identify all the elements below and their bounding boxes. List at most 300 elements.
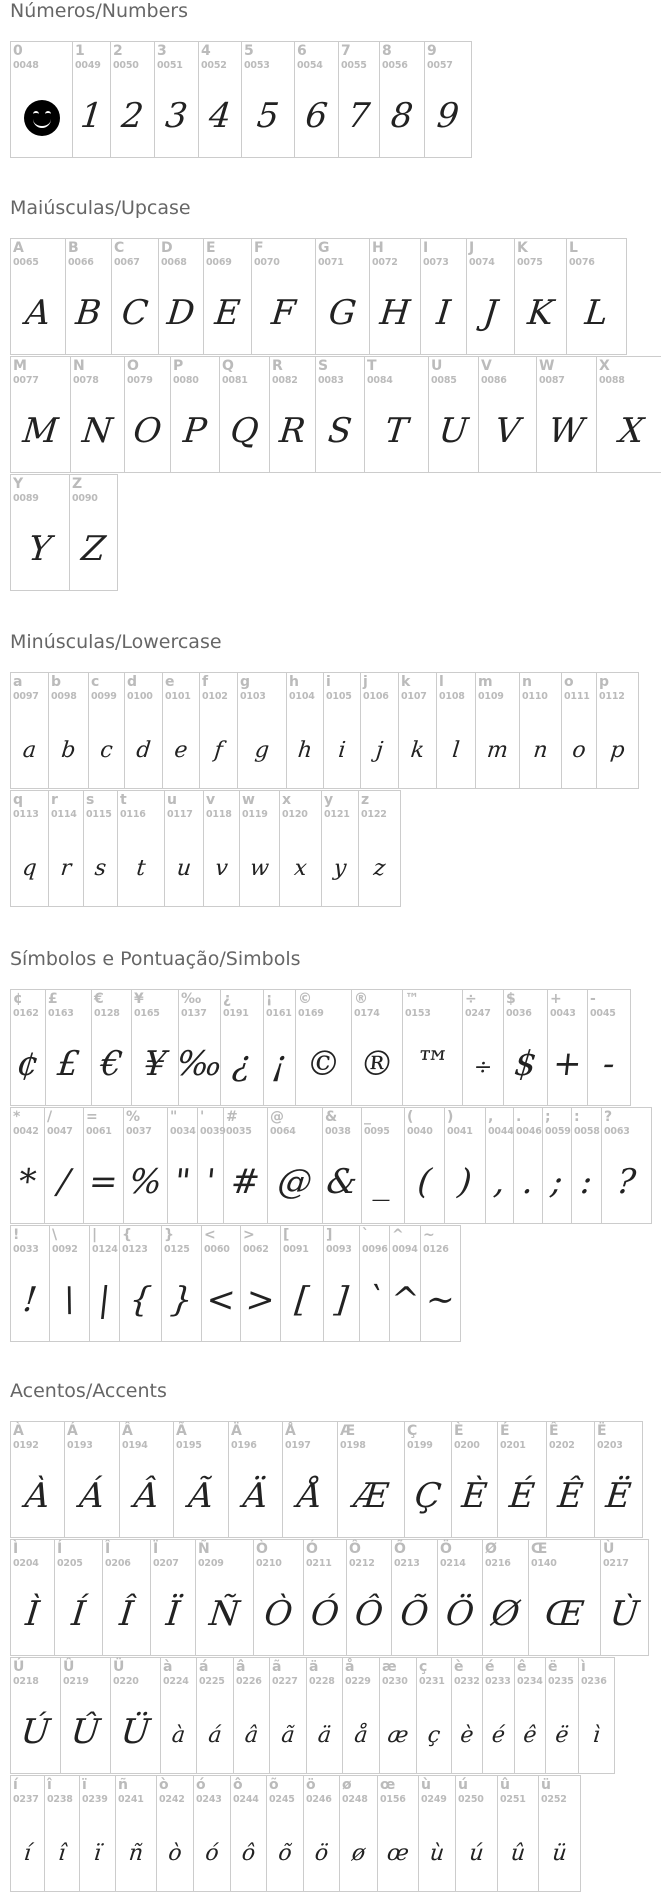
glyph-cell <box>316 239 370 354</box>
glyph-code: 0220 <box>113 1676 139 1687</box>
glyph-cell <box>163 673 200 788</box>
glyph-cell <box>515 1658 546 1773</box>
glyph-label: ) <box>447 1109 454 1125</box>
glyph-label: z <box>361 792 370 808</box>
glyph-sample: R <box>277 410 308 451</box>
glyph-cell <box>197 1658 234 1773</box>
glyph-cell <box>452 1658 483 1773</box>
glyph-label: Ó <box>306 1541 318 1557</box>
glyph-code: 0218 <box>13 1676 39 1687</box>
glyph-sample: b <box>60 737 77 763</box>
glyph-sample: w <box>248 855 271 881</box>
glyph-row <box>10 1225 461 1342</box>
glyph-cell <box>572 1108 602 1223</box>
glyph-label: E <box>206 240 216 256</box>
glyph-code: 0104 <box>289 691 315 702</box>
glyph-cell <box>380 42 425 157</box>
glyph-label: É <box>500 1423 510 1439</box>
glyph-code: 0048 <box>13 60 39 71</box>
glyph-label: Q <box>222 358 234 374</box>
glyph-label: = <box>86 1109 98 1125</box>
glyph-code: 0060 <box>204 1244 230 1255</box>
glyph-sample: Á <box>77 1475 107 1516</box>
glyph-sample: f <box>213 737 224 763</box>
glyph-sample: Z <box>79 528 108 569</box>
glyph-cell <box>90 1226 120 1341</box>
glyph-label: % <box>126 1109 141 1125</box>
glyph-sample: _ <box>372 1161 394 1202</box>
glyph-cell <box>579 1658 615 1773</box>
glyph-sample: c <box>99 737 115 763</box>
glyph-cell <box>84 1108 124 1223</box>
glyph-cell <box>174 1422 229 1537</box>
glyph-label: o <box>564 674 574 690</box>
glyph-cell <box>287 673 324 788</box>
glyph-label: å <box>345 1659 355 1675</box>
glyph-sample: ! <box>21 1279 39 1320</box>
glyph-sample: ò <box>167 1840 183 1866</box>
glyph-cell <box>378 1776 419 1891</box>
glyph-cell <box>438 1540 483 1655</box>
glyph-sample: ñ <box>127 1840 145 1866</box>
glyph-label: Ù <box>603 1541 615 1557</box>
glyph-code: 0038 <box>325 1126 351 1137</box>
glyph-sample: ^ <box>388 1279 422 1320</box>
glyph-sample: " <box>172 1161 193 1202</box>
glyph-cell <box>11 673 49 788</box>
section-title: Minúsculas/Lowercase <box>10 631 222 653</box>
glyph-label: ö <box>306 1777 316 1793</box>
glyph-code: 0117 <box>167 809 193 820</box>
glyph-code: 0233 <box>485 1676 511 1687</box>
glyph-sample: % <box>127 1161 164 1202</box>
glyph-label: b <box>51 674 62 690</box>
glyph-label: u <box>167 792 177 808</box>
glyph-cell <box>417 1658 452 1773</box>
glyph-code: 0088 <box>599 375 625 386</box>
glyph-sample: ä <box>316 1722 333 1748</box>
glyph-code: 0037 <box>126 1126 152 1137</box>
glyph-code: 0210 <box>256 1558 282 1569</box>
glyph-label: Ò <box>256 1541 268 1557</box>
glyph-sample: B <box>73 292 104 333</box>
glyph-sample: ã <box>280 1722 296 1748</box>
glyph-code: 0174 <box>354 1008 380 1019</box>
glyph-label: " <box>170 1109 178 1125</box>
glyph-cell <box>504 990 548 1105</box>
glyph-label: ~ <box>423 1227 435 1243</box>
glyph-cell <box>529 1540 601 1655</box>
glyph-label: ã <box>272 1659 282 1675</box>
glyph-cell <box>268 1108 323 1223</box>
glyph-label: Z <box>72 476 83 492</box>
glyph-cell <box>324 1226 360 1341</box>
glyph-code: 0121 <box>324 809 350 820</box>
glyph-sample: \ <box>61 1279 78 1320</box>
glyph-label: ü <box>541 1777 551 1793</box>
glyph-sample: Ñ <box>207 1593 242 1634</box>
glyph-code: 0165 <box>134 1008 160 1019</box>
glyph-label: h <box>289 674 299 690</box>
glyph-label: Ú <box>13 1659 25 1675</box>
glyph-code: 0226 <box>236 1676 262 1687</box>
glyph-cell <box>11 791 49 906</box>
glyph-code: 0083 <box>318 375 344 386</box>
glyph-sample: â <box>243 1722 260 1748</box>
glyph-label: ê <box>517 1659 527 1675</box>
glyph-code: 0034 <box>170 1126 196 1137</box>
glyph-code: 0118 <box>206 809 232 820</box>
glyph-code: 0086 <box>481 375 507 386</box>
glyph-label: ó <box>196 1777 206 1793</box>
glyph-row <box>10 1657 615 1774</box>
glyph-label: < <box>204 1227 216 1243</box>
glyph-sample: æ <box>386 1722 410 1748</box>
glyph-label: í <box>13 1777 18 1793</box>
glyph-cell <box>403 990 463 1105</box>
glyph-cell <box>11 42 73 157</box>
glyph-label: £ <box>48 991 58 1007</box>
glyph-cell <box>120 1422 174 1537</box>
glyph-label: € <box>94 991 104 1007</box>
glyph-code: 0091 <box>283 1244 309 1255</box>
glyph-label: Ô <box>349 1541 361 1557</box>
glyph-cell <box>112 239 159 354</box>
glyph-cell <box>339 42 380 157</box>
glyph-label: M <box>13 358 27 374</box>
glyph-label: ¥ <box>134 991 144 1007</box>
glyph-code: 0055 <box>341 60 367 71</box>
glyph-code: 0102 <box>202 691 228 702</box>
glyph-code: 0115 <box>86 809 112 820</box>
glyph-row <box>10 1775 581 1892</box>
glyph-sample: ' <box>203 1161 218 1202</box>
glyph-cell <box>515 239 567 354</box>
glyph-code: 0113 <box>13 809 39 820</box>
glyph-sample: Í <box>69 1593 88 1634</box>
glyph-code: 0193 <box>67 1440 93 1451</box>
glyph-cell <box>234 1658 270 1773</box>
glyph-sample: Œ <box>543 1593 586 1634</box>
glyph-code: 0124 <box>92 1244 118 1255</box>
glyph-code: 0219 <box>63 1676 89 1687</box>
glyph-cell <box>456 1776 498 1891</box>
glyph-sample: Ë <box>603 1475 634 1516</box>
glyph-sample: 2 <box>119 95 146 136</box>
glyph-label: ? <box>604 1109 613 1125</box>
glyph-code: 0111 <box>564 691 590 702</box>
glyph-cell <box>124 1108 168 1223</box>
glyph-label: ë <box>548 1659 558 1675</box>
glyph-sample: { <box>127 1279 154 1320</box>
glyph-cell <box>45 1776 80 1891</box>
glyph-code: 0078 <box>73 375 99 386</box>
glyph-code: 0238 <box>47 1794 73 1805</box>
glyph-cell <box>595 1422 643 1537</box>
glyph-cell <box>46 990 92 1105</box>
glyph-label: ô <box>233 1777 243 1793</box>
glyph-label: ¿ <box>223 991 232 1007</box>
glyph-code: 0035 <box>226 1126 252 1137</box>
glyph-cell <box>11 1658 61 1773</box>
glyph-code: 0195 <box>176 1440 202 1451</box>
glyph-sample: ü <box>551 1840 568 1866</box>
glyph-label: é <box>485 1659 495 1675</box>
glyph-cell <box>116 1776 157 1891</box>
glyph-code: 0054 <box>297 60 323 71</box>
glyph-label: / <box>47 1109 53 1125</box>
glyph-code: 0196 <box>231 1440 257 1451</box>
glyph-label: Î <box>105 1541 111 1557</box>
glyph-sample: ë <box>554 1722 570 1748</box>
glyph-sample: œ <box>385 1840 411 1866</box>
glyph-code: 0084 <box>367 375 393 386</box>
glyph-sample: * <box>16 1161 39 1202</box>
glyph-code: 0057 <box>427 60 453 71</box>
glyph-sample: ] <box>332 1279 351 1320</box>
glyph-cell <box>103 1540 151 1655</box>
glyph-label: 4 <box>201 43 211 59</box>
glyph-sample: L <box>583 292 610 333</box>
glyph-cell <box>151 1540 196 1655</box>
glyph-sample: Y <box>26 528 54 569</box>
glyph-label: ™ <box>405 991 419 1007</box>
glyph-cell <box>11 357 71 472</box>
glyph-code: 0163 <box>48 1008 74 1019</box>
glyph-label: ù <box>421 1777 431 1793</box>
glyph-code: 0128 <box>94 1008 120 1019</box>
glyph-sample: a <box>21 737 38 763</box>
glyph-sample: s <box>93 855 108 881</box>
glyph-cell <box>194 1776 231 1891</box>
glyph-code: 0116 <box>120 809 146 820</box>
glyph-cell <box>11 239 66 354</box>
glyph-cell <box>498 1422 547 1537</box>
glyph-label: Ö <box>440 1541 452 1557</box>
glyph-cell <box>241 1226 281 1341</box>
glyph-cell <box>338 1422 405 1537</box>
glyph-code: 0202 <box>549 1440 575 1451</box>
glyph-code: 0062 <box>243 1244 269 1255</box>
glyph-label: U <box>431 358 443 374</box>
glyph-label: w <box>242 792 255 808</box>
glyph-cell <box>452 1422 498 1537</box>
glyph-code: 0161 <box>266 1008 292 1019</box>
glyph-code: 0231 <box>419 1676 445 1687</box>
glyph-row <box>10 1421 643 1538</box>
glyph-sample: 9 <box>435 95 461 136</box>
glyph-sample: , <box>491 1161 508 1202</box>
section-title: Símbolos e Pontuação/Simbols <box>10 948 301 970</box>
glyph-cell <box>11 1226 50 1341</box>
glyph-sample: Õ <box>398 1593 431 1634</box>
glyph-sample: D <box>165 292 197 333</box>
glyph-label: g <box>240 674 251 690</box>
glyph-sample: r <box>59 855 73 881</box>
glyph-label: Å <box>285 1423 296 1439</box>
glyph-sample: t <box>135 855 147 881</box>
glyph-code: 0066 <box>68 257 94 268</box>
glyph-sample: Î <box>117 1593 136 1634</box>
glyph-code: 0213 <box>394 1558 420 1569</box>
glyph-code: 0046 <box>516 1126 542 1137</box>
glyph-label: 0 <box>13 43 23 59</box>
glyph-sample: Ö <box>443 1593 477 1634</box>
glyph-code: 0125 <box>164 1244 190 1255</box>
glyph-code: 0097 <box>13 691 39 702</box>
glyph-cell <box>264 990 296 1105</box>
glyph-label: à <box>163 1659 173 1675</box>
glyph-label: 1 <box>75 43 85 59</box>
glyph-cell <box>11 990 46 1105</box>
glyph-sample: É <box>507 1475 537 1516</box>
glyph-cell <box>280 791 322 906</box>
glyph-sample: © <box>304 1043 343 1084</box>
glyph-sample: ( <box>415 1161 434 1202</box>
glyph-label: œ <box>380 1777 396 1793</box>
glyph-cell <box>204 239 252 354</box>
glyph-sample: X <box>617 410 646 451</box>
glyph-label: $ <box>506 991 516 1007</box>
glyph-cell <box>125 357 171 472</box>
glyph-sample: & <box>324 1161 360 1202</box>
glyph-cell <box>316 357 365 472</box>
glyph-label: , <box>488 1109 494 1125</box>
glyph-label: [ <box>283 1227 290 1243</box>
glyph-row <box>10 1539 649 1656</box>
glyph-code: 0235 <box>548 1676 574 1687</box>
glyph-sample: ; <box>549 1161 565 1202</box>
glyph-sample: 6 <box>303 95 330 136</box>
glyph-label: r <box>51 792 58 808</box>
glyph-cell <box>281 1226 324 1341</box>
glyph-label: ÷ <box>465 991 477 1007</box>
glyph-cell <box>597 673 639 788</box>
glyph-label: ] <box>326 1227 333 1243</box>
glyph-cell <box>162 1226 202 1341</box>
glyph-sample: < <box>204 1279 238 1320</box>
glyph-label: ¢ <box>13 991 23 1007</box>
glyph-sample: Q <box>228 410 261 451</box>
glyph-cell <box>324 673 361 788</box>
glyph-label: Ì <box>13 1541 19 1557</box>
glyph-code: 0090 <box>72 493 98 504</box>
glyph-code: 0094 <box>392 1244 418 1255</box>
glyph-row <box>10 1107 652 1224</box>
glyph-sample: H <box>378 292 412 333</box>
glyph-code: 0234 <box>517 1676 543 1687</box>
glyph-cell <box>70 475 118 590</box>
glyph-code: 0044 <box>488 1126 514 1137</box>
glyph-cell <box>50 1226 90 1341</box>
glyph-code: 0120 <box>282 809 308 820</box>
glyph-cell <box>421 239 467 354</box>
glyph-sample: n <box>532 737 549 763</box>
glyph-sample: ï <box>92 1840 103 1866</box>
glyph-code: 0105 <box>326 691 352 702</box>
glyph-sample: d <box>135 737 152 763</box>
glyph-sample: 3 <box>163 95 190 136</box>
glyph-sample: à <box>170 1722 187 1748</box>
glyph-cell <box>168 1108 198 1223</box>
glyph-label: i <box>326 674 331 690</box>
glyph-sample: Ê <box>555 1475 586 1516</box>
glyph-label: è <box>454 1659 464 1675</box>
glyph-code: 0192 <box>13 1440 39 1451</box>
glyph-code: 0069 <box>206 257 232 268</box>
glyph-cell <box>118 791 165 906</box>
glyph-code: 0162 <box>13 1008 39 1019</box>
glyph-label: È <box>454 1423 464 1439</box>
glyph-label: Ê <box>549 1423 559 1439</box>
glyph-code: 0204 <box>13 1558 39 1569</box>
glyph-cell <box>61 1658 111 1773</box>
glyph-sample: Ü <box>119 1711 152 1752</box>
glyph-code: 0075 <box>517 257 543 268</box>
glyph-sample: $ <box>512 1043 539 1084</box>
glyph-sample: ì <box>591 1722 602 1748</box>
glyph-sample: ® <box>357 1043 397 1084</box>
glyph-label: . <box>516 1109 522 1125</box>
glyph-cell <box>483 1540 529 1655</box>
glyph-code: 0252 <box>541 1794 567 1805</box>
glyph-sample: ¢ <box>15 1043 41 1084</box>
glyph-label: f <box>202 674 209 690</box>
glyph-cell <box>467 239 515 354</box>
glyph-cell <box>252 239 316 354</box>
glyph-sample: Ï <box>164 1593 182 1634</box>
glyph-cell <box>307 1658 343 1773</box>
glyph-sample: - <box>601 1043 617 1084</box>
glyph-code: 0050 <box>113 60 139 71</box>
glyph-label: û <box>500 1777 510 1793</box>
glyph-cell <box>602 1108 652 1223</box>
glyph-sample: e <box>173 737 189 763</box>
glyph-label: ç <box>419 1659 428 1675</box>
glyph-cell <box>520 673 562 788</box>
glyph-sample: û <box>509 1840 527 1866</box>
glyph-label: ú <box>458 1777 468 1793</box>
glyph-label: Œ <box>531 1541 548 1557</box>
glyph-label: © <box>298 991 312 1007</box>
glyph-label: Ç <box>407 1423 418 1439</box>
glyph-sample: x <box>293 855 309 881</box>
glyph-cell <box>231 1776 267 1891</box>
glyph-code: 0156 <box>380 1794 406 1805</box>
glyph-cell <box>514 1108 543 1223</box>
glyph-sample: ô <box>240 1840 257 1866</box>
glyph-code: 0071 <box>318 257 344 268</box>
glyph-label: î <box>47 1777 52 1793</box>
glyph-code: 0081 <box>222 375 248 386</box>
glyph-cell <box>322 791 359 906</box>
glyph-label: 7 <box>341 43 351 59</box>
glyph-code: 0126 <box>423 1244 449 1255</box>
glyph-label: L <box>569 240 578 256</box>
glyph-cell <box>204 791 240 906</box>
glyph-sample: õ <box>277 1840 293 1866</box>
glyph-code: 0041 <box>447 1126 473 1137</box>
glyph-label: * <box>13 1109 21 1125</box>
glyph-label: á <box>199 1659 209 1675</box>
glyph-code: 0107 <box>401 691 427 702</box>
glyph-cell <box>425 42 472 157</box>
glyph-cell <box>11 1422 65 1537</box>
glyph-sample: E <box>212 292 243 333</box>
glyph-label: m <box>478 674 493 690</box>
glyph-sample: ö <box>313 1840 330 1866</box>
glyph-label: & <box>325 1109 338 1125</box>
